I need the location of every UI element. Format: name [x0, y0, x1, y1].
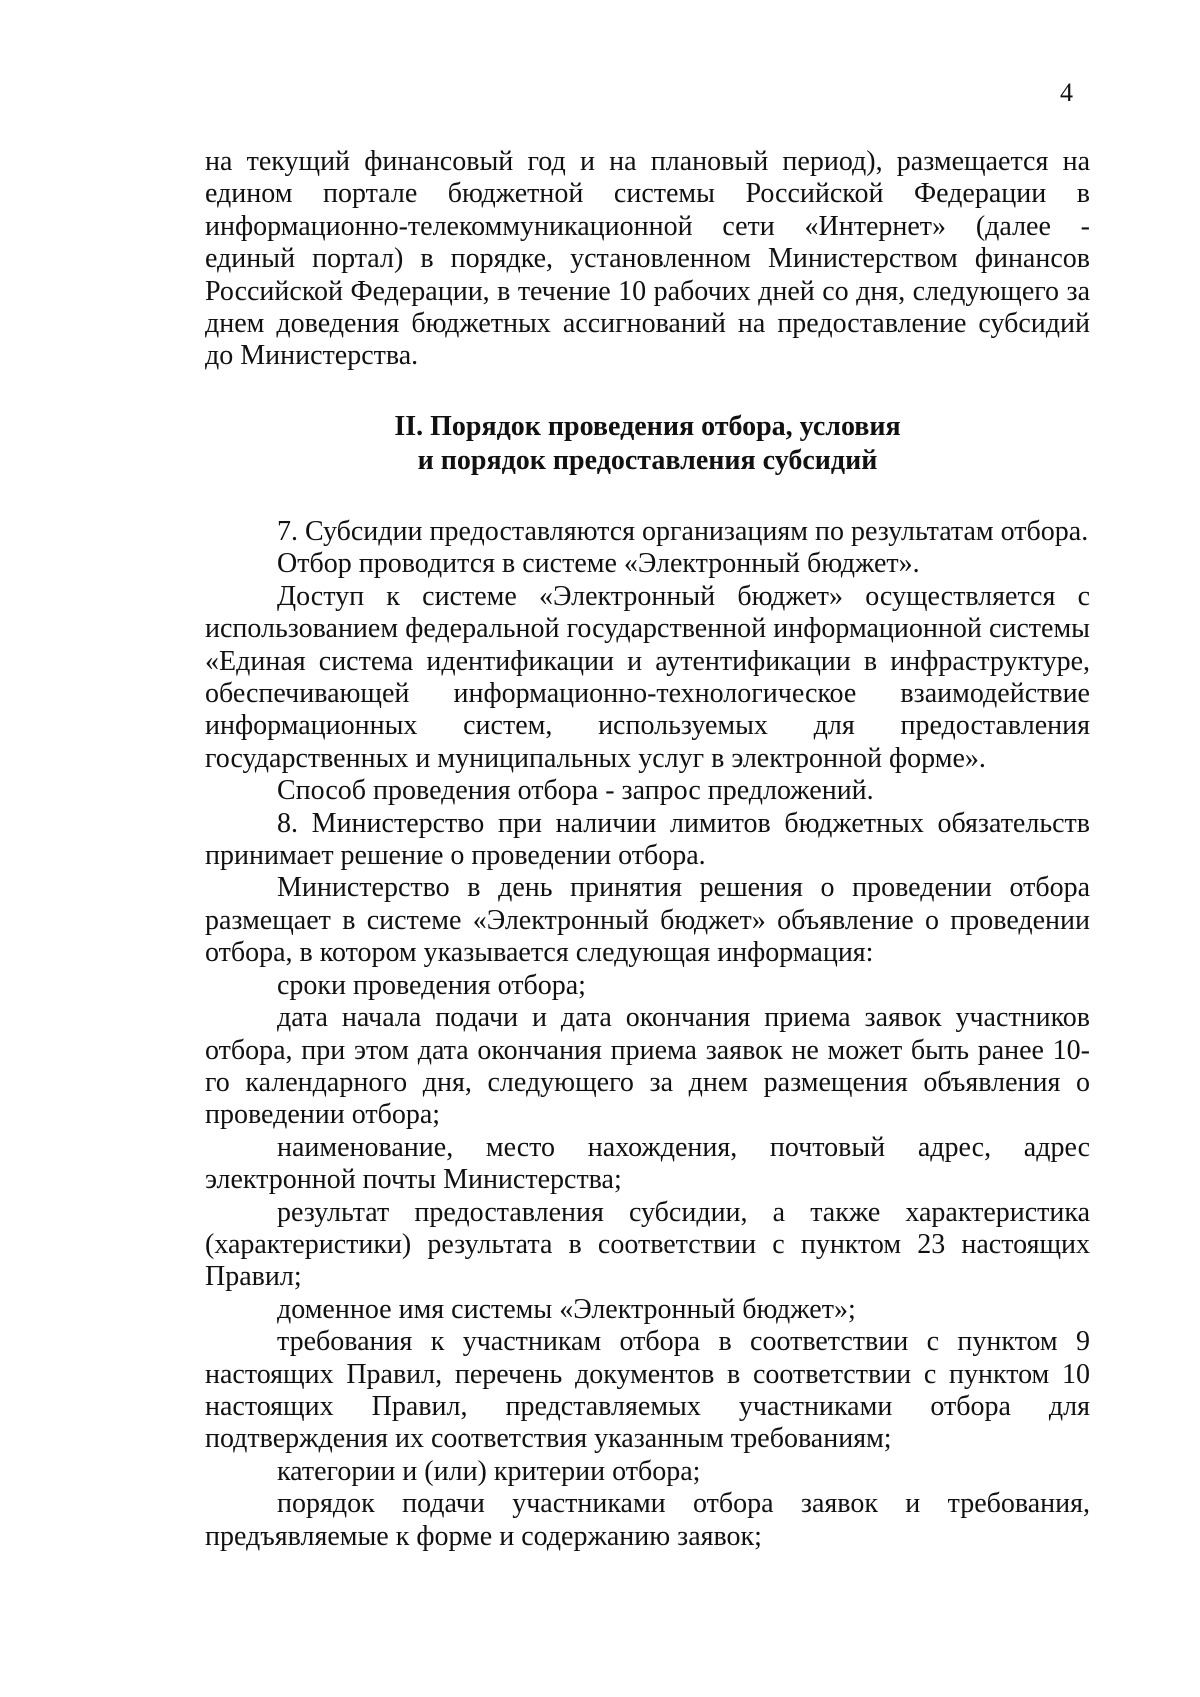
- paragraph-item-8: 8. Министерство при наличии лимитов бюджетных обязательств принимает решение о проведении отбора.: [205, 807, 1090, 872]
- list-item-application-dates: дата начала подачи и дата окончания приема заявок участников отбора, при этом дата окончания приема заявок не может быть ранее 10-го календарного дня, следующего за днем размещения объявления о проведении отбора;: [205, 1002, 1090, 1131]
- paragraph-selection-system: Отбор проводится в системе «Электронный бюджет».: [277, 548, 920, 580]
- intro-paragraph: на текущий финансовый год и на плановый период), размещается на едином портале бюджетной системы Российской Федерации в информационно-телекоммуникационной сети «Интернет» (далее - единый портал) в порядке, установленном Министерством финансов Российской Федерации, в течение 10 рабочих дней со дня, следующего за днем доведения бюджетных ассигнований на предоставление субсидий до Министерства.: [205, 146, 1090, 372]
- section-heading: [205, 410, 1090, 478]
- list-item-deadlines: сроки проведения отбора;: [277, 969, 586, 1001]
- page-number: 4: [1060, 78, 1073, 107]
- paragraph-announcement: Министерство в день принятия решения о проведении отбора размещает в системе «Электронный бюджет» объявление о проведении отбора, в котором указывается следующая информация:: [205, 872, 1090, 969]
- paragraph-system-access: Доступ к системе «Электронный бюджет» осуществляется с использованием федеральной государственной информационной системы «Единая система идентификации и аутентификации в инфраструктуре, обеспечивающей информационно-технологическое взаимодействие информационных систем, используемых для предоставления государственных и муниципальных услуг в электронной форме».: [205, 580, 1090, 774]
- section-heading-line-1: II. Порядок проведения отбора, условия: [394, 411, 901, 442]
- intro-block: [205, 146, 1090, 373]
- paragraph-selection-method: Способ проведения отбора - запрос предложений.: [277, 775, 874, 807]
- list-item-domain-name: доменное имя системы «Электронный бюджет»;: [277, 1293, 856, 1325]
- list-item-participant-requirements: требования к участникам отбора в соответствии с пунктом 9 настоящих Правил, перечень документов в соответствии с пунктом 10 настоящих Правил, представляемых участниками отбора для подтверждения их соответствия указанным требованиям;: [205, 1326, 1090, 1455]
- section-heading-line-2: и порядок предоставления субсидий: [417, 445, 878, 476]
- list-item-selection-criteria: категории и (или) критерии отбора;: [277, 1455, 701, 1487]
- body-block: [205, 516, 1090, 1553]
- list-item-ministry-contacts: наименование, место нахождения, почтовый адрес, адрес электронной почты Министерства;: [205, 1131, 1090, 1196]
- list-item-subsidy-result: результат предоставления субсидии, а также характеристика (характеристики) результата в соответствии с пунктом 23 настоящих Правил;: [205, 1196, 1090, 1293]
- list-item-application-procedure: порядок подачи участниками отбора заявок и требования, предъявляемые к форме и содержанию заявок;: [205, 1488, 1090, 1552]
- paragraph-item-7: 7. Субсидии предоставляются организациям по результатам отбора.: [277, 516, 1089, 547]
